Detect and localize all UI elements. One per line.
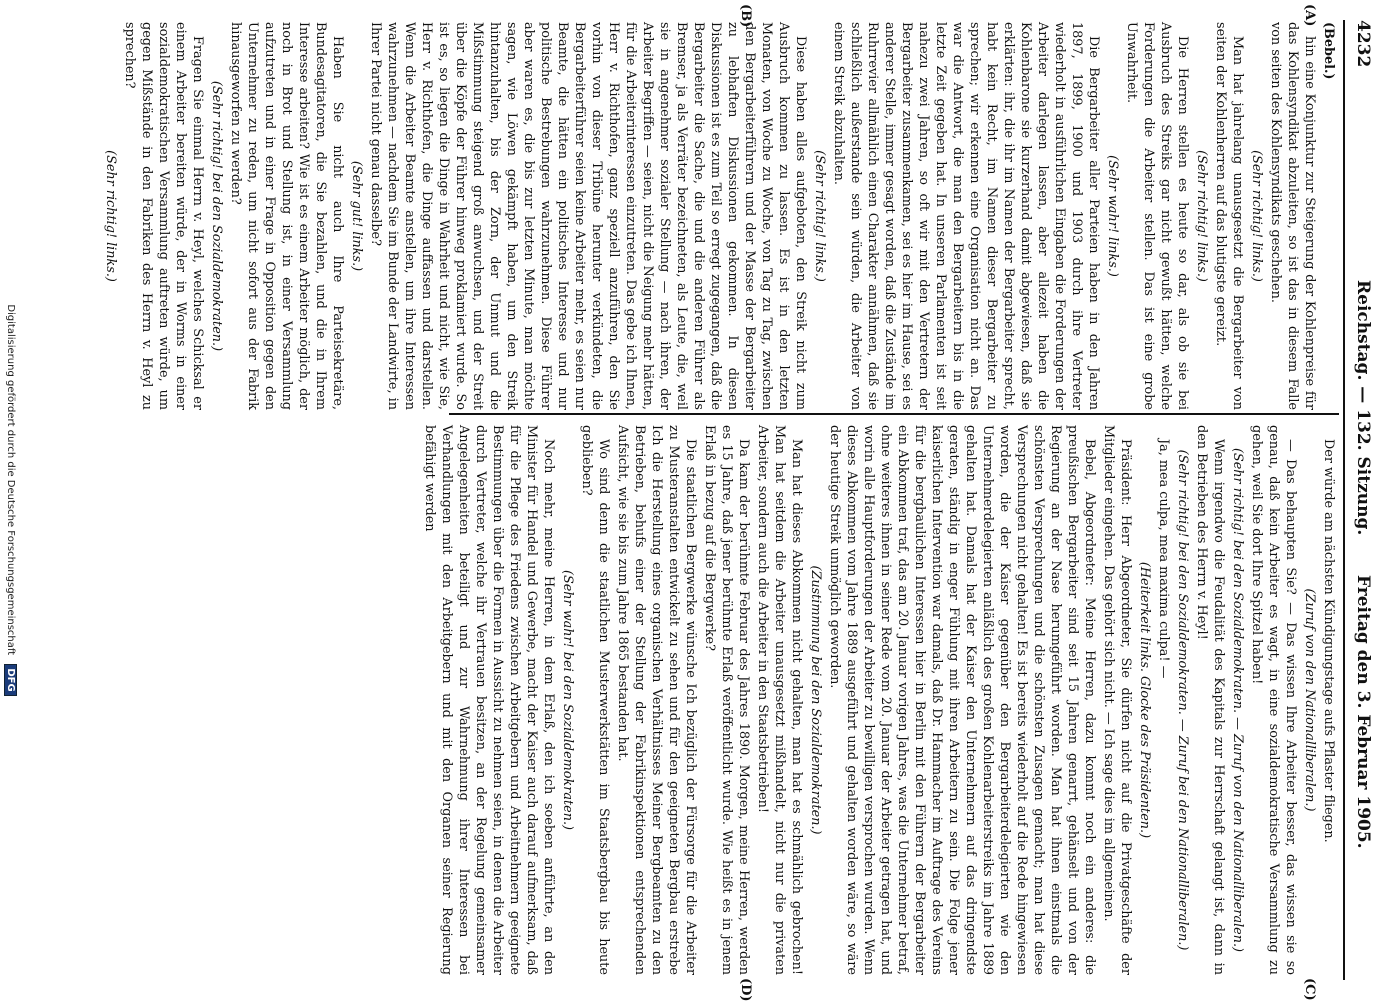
paragraph: Fragen Sie einmal Herrn v. Heyl, welches Schicksal er einem Arbeiter bereiten würde, der in Worms in einer sozialdemokratischen Versammlung auftreten würde, um gegen Mißstände in den Fabriken des Herrn v. Heyl zu sprechen? — [122, 22, 205, 410]
page-number: 4232 — [1353, 20, 1373, 68]
paragraph: Diese haben alles aufgeboten, den Streik nicht zum Ausbruch kommen zu lassen. Es ist in den letzten Monaten, von Woche zu Woche, von Tag zu Tag, zwischen den Bergarbeiterführern und der Masse der Bergarbeiter zu lebhaften Diskussionen gekommen. In diesen Diskussionen ist es zum Teil so erregt zugegangen, daß die Bergarbeiter die Sache, die und die anderen Führer als Bremser, ja als Verräter bezeichneten, als Leute, die, weil sie in angenehmer sozialer Stellung — nach ihren, der Arbeiter Begriffen — seien, nicht die Neigung mehr hätten, für die Arbeiterinteressen einzutreten. Das gebe ich Ihnen, Herr v. Richthofen, ganz speziell anzuführen, den Sie vorhin von dieser Tribüne herunter verkündeten, die Bergarbeiterführer seien keine Arbeiter mehr, es seien nur Beamte, die hätten ein politisches Interesse und nur politische Bestrebungen wahrzunehmen. Diese Führer aber waren es, die bis zur letzten Minute, man möchte sagen, wie Löwen gekämpft haben, um den Streik hintanzuhalten, bis der Zorn, der Unmut und die Mißstimmung steigend groß anwuchsen, und der Streit über die Köpfe der Führer hinweg proklamiert wurde. So ist es, so liegen die Dinge in Wahrheit und nicht, wie Sie, Herr v. Richthofen, die Dinge auffassen und darstellen. Wenn die Arbeiter Beamte anstellen, um ihre Interessen wahrzunehmen — nachdem Sie im Bunde der Landwirte, in Ihrer Partei nicht genau dasselbe? — [368, 22, 808, 410]
interjection: (Sehr wahr! links.) — [1105, 155, 1120, 277]
interjection: (Sehr richtig! bei den Sozialdemokraten. — Zuruf bei den Nationalliberalen.) — [1175, 449, 1190, 951]
interjection: (Sehr richtig! links.) — [1249, 150, 1264, 282]
interjection: (Sehr richtig! bei den Sozialdemokraten.) — [209, 80, 224, 352]
paragraph: — Das behaupten Sie? — Das wissen Ihre Arbeiter besser, das wissen sie so genau, daß kein Arbeiter es wagt, in eine sozialdemokratische Versammlung zu gehen, weil Sie dort Ihre Spitzel haben! — [1249, 425, 1298, 975]
margin-mark-b: (B) — [738, 4, 753, 28]
interjection: (Sehr gut! links.) — [349, 160, 364, 272]
funding-footer — [4, 0, 17, 1000]
left-column — [100, 22, 1337, 410]
paragraph: hin eine Konjunktur zur Steigerung der Kohlenpreise für das Kohlensyndikat abzuleiten, so ist das in diesem Falle von seiten des Kohlensyndikats geschehen. — [1268, 22, 1317, 410]
interjection: (Sehr richtig! links.) — [103, 150, 118, 282]
paragraph: Haben Sie nicht auch Ihre Parteisekretäre, Bundesagitatoren, die Sie bezahlen, und die in Ihrem Interesse arbeiten? Wie ist es einem Arbeiter möglich, der noch in Brot und Stellung ist, in einer Versammlung aufzutreten und in einer Frage in Opposition gegen den Unternehmer zu reden, um nicht sofort aus der Fabrik hinausgeworfen zu werden? — [228, 22, 345, 410]
paragraph: Noch mehr, meine Herren, in dem Erlaß, den ich soeben anführte, an den Minister für Handel und Gewerbe, macht der Kaiser auch darauf aufmerksam, daß für die Pflege des Friedens zwischen Arbeitgebern und Arbeitnehmern geeignete Bestimmungen über die Formen in Aussicht zu nehmen seien, in denen die Arbeiter durch Vertreter, welche ihr Vertrauen besitzen, an der Regelung gemeinsamer Angelegenheiten beteiligt und zur Wahrnehmung ihrer Interessen bei Verhandlungen mit den Arbeitgebern und mit den Organen seiner Regierung befähigt werden — [422, 425, 556, 975]
session-date: Freitag den 3. Februar 1905. — [1353, 575, 1373, 849]
paragraph: Man hat jahrelang unausgesetzt die Bergarbeiter von seiten der Kohlenherren auf das blutigste gereizt. — [1213, 22, 1245, 410]
interjection: (Zustimmung bei den Sozialdemokraten.) — [808, 565, 823, 835]
interjection: (Zuruf von den Nationalliberalen.) — [1302, 588, 1317, 812]
interjection: (Sehr richtig! links.) — [1194, 150, 1209, 282]
margin-mark-c: (C) — [1302, 978, 1317, 1001]
interjection: (Sehr wahr! bei den Sozialdemokraten.) — [560, 569, 575, 831]
column-rule — [449, 413, 1339, 415]
paragraph: Die staatlichen Bergwerke wünsche Ich bezüglich der Fürsorge für die Arbeiter zu Musteranstalten entwickelt zu sehen und für den geeigneten Bergbau erstrebe Ich die Herstellung eines organischen Verhältnisses Meiner Bergbeamten zu den Betrieben, behufs einer der Stellung der Fabrikinspektionen entsprechenden Aufsicht, wie sie bis zum Jahre 1865 bestanden hat. — [615, 425, 698, 975]
paragraph: Präsident: Herr Abgeordneter, Sie dürfen nicht auf die Privatgeschäfte der Mitglieder eingehen. Das gehört sich nicht. — Ich sage dies im allgemeinen. — [1101, 425, 1133, 975]
header-rule — [1343, 20, 1345, 980]
paragraph: Die Herren stellen es heute so dar, als ob sie bei Ausbruch des Streiks gar nicht gewußt hätten, welche Forderungen die Arbeiter stellen. Das ist eine grobe Unwahrheit. — [1124, 22, 1190, 410]
dfg-logo: DFG — [4, 664, 17, 695]
interjection: (Heiterkeit links. Glocke des Präsidenten.) — [1137, 561, 1152, 839]
paragraph: Wo sind denn die staatlichen Musterwerkstätten im Staatsbergbau bis heute geblieben? — [579, 425, 611, 975]
paragraph: Man hat dieses Abkommen nicht gehalten, man hat es schmählich gebrochen! Man hat seitdem die Arbeiter unausgesetzt mißhandelt, nicht nur die privaten Arbeiter, sondern auch die Arbeiter in den Staatsbetrieben! — [755, 425, 804, 975]
paragraph: Bebel, Abgeordneter: Meine Herren, dazu kommt noch ein anderes: die preußischen Bergarbeiter sind seit 15 Jahren genarrt, gehänselt und von der Regierung an der Nase herumgeführt worden. Man hat ihnen einstmals die schönsten Versprechungen und die schönsten Zusagen gemacht; man hat diese Versprechungen nicht gehalten! Es ist bereits wiederholt auf die Rede hingewiesen worden, die der Kaiser gegenüber den Bergarbeiterdelegierten wie den Unternehmerdelegierten anläßlich des großen Kohlenarbeiterstreiks im Jahre 1889 gehalten hat. Damals hat der Kaiser den Unternehmern auf das dringendste geraten, ständig in enger Fühlung mit ihren Arbeitern zu sein. Die Folge jener kaiserlichen Intervention war damals, daß Dr. Hammacher im Auftrage des Vereins für die bergbaulichen Interessen hier in Berlin mit den Führern der Bergarbeiter ein Abkommen traf, das am 20. Januar vorigen Jahres, was die Unternehmer betraf, ohne weiteres ihnen in seiner Rede vom 20. Januar der Arbeiter getragen hat, und worin alle Hauptforderungen der Arbeiter zu bewilligen versprochen wurden. Wenn dieses Abkommen vom Jahre 1889 ausgeführt und gehalten worden wäre, so wäre der heutige Streik unmöglich geworden. — [827, 425, 1097, 975]
session-title: Reichstag. — 132. Sitzung. — [1353, 280, 1373, 536]
margin-mark-d: (D) — [738, 978, 753, 1002]
funding-text: Digitalisierung gefördert durch die Deutsche Forschungsgemeinschaft — [5, 304, 16, 656]
interjection: (Sehr richtig! links.) — [812, 150, 827, 282]
paragraph: Wenn irgendwo die Feudalität des Kapitals zur Herrschaft gelangt ist, dann in den Betrieben des Herrn v. Heyl! — [1194, 425, 1226, 975]
interjection: (Sehr richtig! bei den Sozialdemokraten. — Zuruf von den Nationalliberalen.) — [1230, 447, 1245, 953]
paragraph: Der würde am nächsten Kündigungstage aufs Pflaster fliegen. — [1321, 439, 1336, 843]
paragraph: Ja, mea culpa, mea maxima culpa! — — [1156, 439, 1171, 679]
paragraph: (Bebel.) — [1321, 22, 1336, 80]
paragraph: Da kam der berühmte Februar des Jahres 1890. Morgen, meine Herren, werden es 15 Jahre, daß jener berühmte Erlaß veröffentlicht wurde. Wie heißt es in jenem Erlaß in bezug auf die Bergwerke? — [702, 425, 751, 975]
page-header — [1345, 20, 1375, 980]
paragraph: Die Bergarbeiter aller Parteien haben in den Jahren 1897, 1899, 1900 und 1903 durch ihre Vertreter wiederholt in ausführlichen Eingaben die Forderungen der Arbeiter darlegen lassen, aber allezeit haben die Kohlenbarone sie kurzerhand damit abgewiesen, daß sie erklärten: ihr, die ihr im Namen der Bergarbeiter sprecht, habt kein Recht, im Namen dieser Bergarbeiter zu sprechen; wir erkennen eine Organisation nicht an. Das war die Antwort, die man den Bergarbeitern bis in die letzte Zeit gegeben hat. In unseren Parlamenten ist seit nahezu zwei Jahren, so oft wir mit den Vertretern der Bergarbeiter zusammenkamen, sei es hier im Hause, sei es anderer Stelle, immer gesagt worden, daß die Zustände im Ruhrrevier allmählich einen Charakter annähmen, daß sie schließlich außerstande sein würden, die Arbeiter von einem Streik abzuhalten. — [831, 22, 1101, 410]
right-column — [419, 425, 1337, 975]
margin-mark-a: (A) — [1302, 4, 1317, 27]
